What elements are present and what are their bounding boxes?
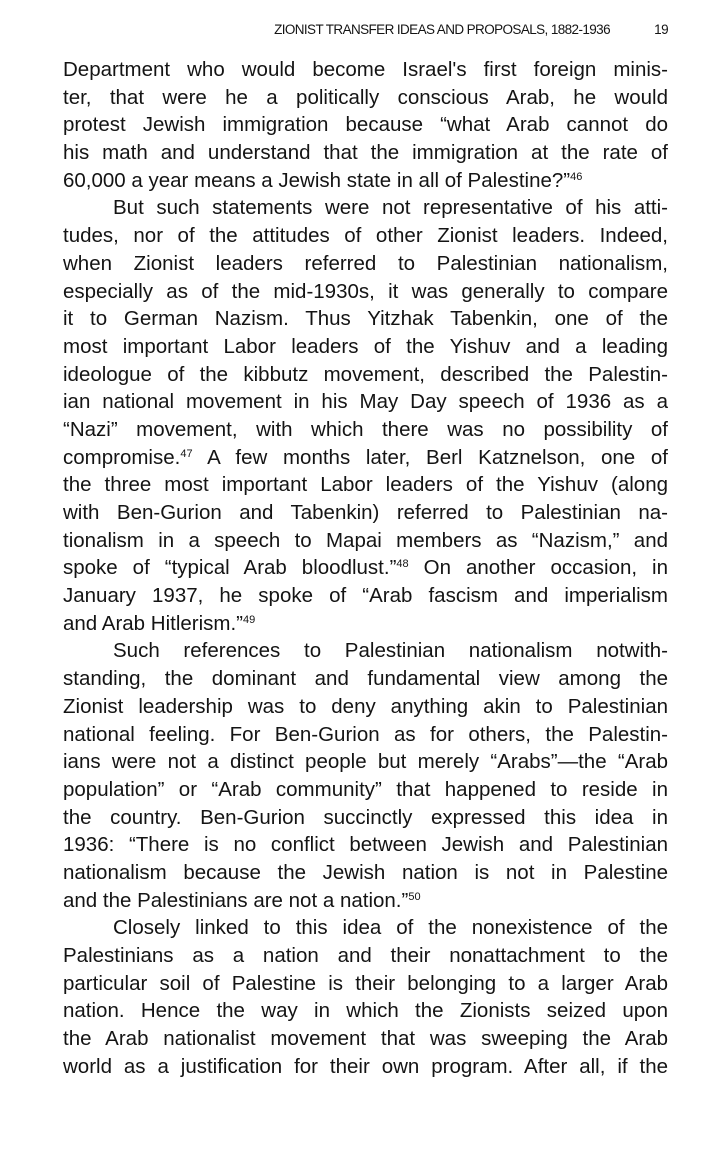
line-text: ter, that were he a politically conscious Arab, he would [63, 85, 668, 109]
text-line [63, 776, 668, 804]
text-line [63, 582, 668, 610]
text-line [63, 721, 668, 749]
text-line [63, 167, 668, 195]
line-text: spoke of “typical Arab bloodlust.” [63, 556, 397, 580]
footnote-marker: 50 [408, 890, 421, 903]
text-line [63, 914, 668, 942]
line-text: ideologue of the kibbutz movement, described the Palestin- [63, 362, 668, 386]
line-text: “Nazi” movement, with which there was no possibility of [63, 417, 668, 441]
line-text: world as a justification for their own program. After all, if the [63, 1054, 668, 1078]
line-text: Such references to Palestinian nationalism notwith- [113, 639, 668, 663]
line-text: nation. Hence the way in which the Zionists seized upon [63, 999, 668, 1023]
line-text: it to German Nazism. Thus Yitzhak Tabenkin, one of the [63, 307, 668, 331]
text-line [63, 139, 668, 167]
text-line [63, 499, 668, 527]
footnote-marker: 46 [570, 170, 583, 183]
line-text: ians were not a distinct people but merely “Arabs”—the “Arab [63, 750, 668, 774]
text-line [63, 859, 668, 887]
line-text: population” or “Arab community” that happened to reside in [63, 777, 668, 801]
text-line [63, 56, 668, 84]
line-text: his math and understand that the immigration at the rate of [63, 141, 668, 165]
line-text: A few months later, Berl Katznelson, one of [192, 445, 668, 469]
text-line [63, 416, 668, 444]
line-text: nationalism because the Jewish nation is not in Palestine [63, 860, 668, 884]
text-line [63, 804, 668, 832]
text-line [63, 1053, 668, 1081]
line-text: Palestinians as a nation and their nonattachment to the [63, 944, 668, 967]
line-text: the Arab nationalist movement that was sweeping the Arab [63, 1027, 668, 1051]
text-line [63, 527, 668, 555]
page-number: 19 [654, 22, 668, 37]
paragraph [63, 914, 668, 1080]
text-line [63, 887, 668, 915]
line-text: compromise. [63, 445, 181, 469]
paragraph [63, 637, 668, 914]
line-text: ian national movement in his May Day speech of 1936 as a [63, 390, 668, 414]
line-text: especially as of the mid-1930s, it was generally to compare [63, 279, 668, 303]
text-line [63, 748, 668, 776]
text-line [63, 194, 668, 222]
text-line [63, 388, 668, 416]
line-text: 1936: “There is no conflict between Jewish and Palestinian [63, 833, 668, 857]
line-text: Department who would become Israel's first foreign minis- [63, 58, 668, 81]
footnote-marker: 47 [180, 447, 193, 460]
line-text: Closely linked to this idea of the nonexistence of the [113, 916, 668, 940]
running-header [0, 22, 668, 42]
text-line [63, 554, 668, 582]
text-line [63, 665, 668, 693]
text-line [63, 1025, 668, 1053]
line-text: and Arab Hitlerism.” [63, 611, 244, 635]
body-text [63, 56, 668, 1080]
footnote-marker: 48 [396, 558, 409, 571]
text-line [63, 637, 668, 665]
text-line [63, 250, 668, 278]
paragraph [63, 194, 668, 637]
line-text: particular soil of Palestine is their belonging to a larger Arab [63, 971, 668, 995]
line-text: Zionist leadership was to deny anything akin to Palestinian [63, 694, 668, 718]
running-title: ZIONIST TRANSFER IDEAS AND PROPOSALS, 1882-1936 [274, 22, 610, 37]
text-line [63, 111, 668, 139]
text-line [63, 278, 668, 306]
text-line [63, 333, 668, 361]
text-line [63, 970, 668, 998]
line-text: with Ben-Gurion and Tabenkin) referred to Palestinian na- [63, 501, 668, 524]
line-text: national feeling. For Ben-Gurion as for others, the Palestin- [63, 722, 668, 746]
line-text: protest Jewish immigration because “what Arab cannot do [63, 113, 668, 137]
text-line [63, 222, 668, 250]
text-line [63, 693, 668, 721]
line-text: standing, the dominant and fundamental view among the [63, 667, 668, 691]
line-text: But such statements were not representative of his atti- [113, 196, 668, 220]
text-line [63, 610, 668, 638]
line-text: On another occasion, in [408, 556, 668, 580]
text-line [63, 444, 668, 472]
line-text: when Zionist leaders referred to Palestinian nationalism, [63, 251, 668, 275]
line-text: the country. Ben-Gurion succinctly expressed this idea in [63, 805, 668, 829]
line-text: tionalism in a speech to Mapai members as “Nazism,” and [63, 528, 668, 552]
line-text: 60,000 a year means a Jewish state in all of Palestine?” [63, 168, 571, 192]
paragraph [63, 56, 668, 194]
text-line [63, 997, 668, 1025]
text-line [63, 831, 668, 859]
text-line [63, 361, 668, 389]
text-line [63, 84, 668, 112]
line-text: tudes, nor of the attitudes of other Zionist leaders. Indeed, [63, 224, 668, 248]
line-text: January 1937, he spoke of “Arab fascism and imperialism [63, 584, 668, 608]
footnote-marker: 49 [243, 613, 256, 626]
text-line [63, 305, 668, 333]
line-text: and the Palestinians are not a nation.” [63, 888, 409, 912]
line-text: most important Labor leaders of the Yishuv and a leading [63, 334, 668, 358]
line-text: the three most important Labor leaders of the Yishuv (along [63, 473, 668, 497]
text-line [63, 471, 668, 499]
text-line [63, 942, 668, 970]
